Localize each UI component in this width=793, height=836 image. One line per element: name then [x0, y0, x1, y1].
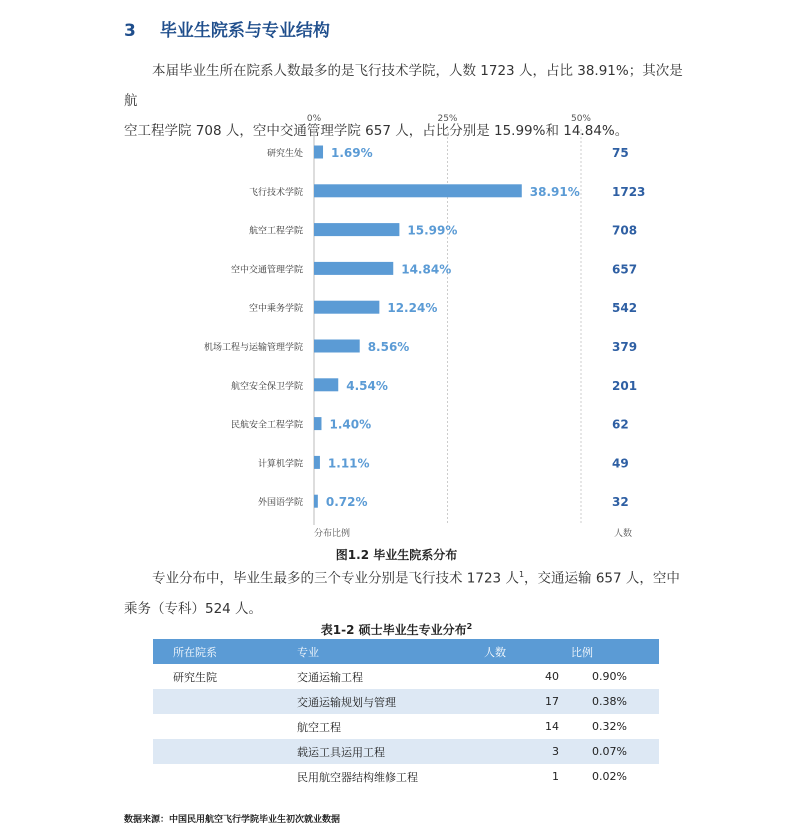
footnote-ref-2: 2 — [466, 622, 473, 631]
category-label: 计算机学院 — [257, 459, 303, 470]
bar-value-label: 38.91% — [529, 184, 580, 199]
table-row — [153, 689, 659, 714]
data-source-note: 数据来源：中国民用航空飞行学院毕业生初次就业数据 — [124, 815, 341, 825]
count-axis-title: 人数 — [614, 529, 633, 539]
bar-value-label: 1.11% — [327, 456, 370, 471]
count-label: 1723 — [612, 184, 646, 199]
x-axis-title: 分布比例 — [314, 529, 351, 539]
bar — [314, 495, 318, 508]
intro-line-1: 本届毕业生所在院系人数最多的是飞行技术学院，人数 1723 人，占比 38.91%；其次是航 — [124, 63, 683, 109]
cell-major: 航空工程 — [297, 720, 341, 734]
figure-caption: 图1.2 毕业生院系分布 — [335, 548, 458, 562]
cell-count: 1 — [552, 770, 559, 783]
bar-value-label: 8.56% — [367, 340, 410, 354]
cell-major: 民用航空器结构维修工程 — [297, 770, 418, 784]
category-label: 航空安全保卫学院 — [230, 381, 303, 392]
cell-count: 17 — [478, 689, 565, 714]
bar-value-label: 12.24% — [387, 301, 438, 316]
cell-ratio: 0.07% — [565, 739, 659, 764]
major-distribution-table — [153, 639, 659, 789]
table-header-row — [153, 639, 659, 664]
count-label: 542 — [612, 301, 638, 316]
cell-ratio: 0.02% — [592, 770, 627, 783]
bar — [314, 378, 338, 391]
count-label: 75 — [612, 146, 629, 160]
bar — [314, 184, 522, 197]
cell-count: 14 — [545, 720, 559, 733]
category-label: 外国语学院 — [257, 498, 303, 509]
major-paragraph — [124, 560, 696, 624]
header-major: 专业 — [291, 639, 478, 664]
x-tick-label: 50% — [570, 114, 592, 124]
category-label: 飞行技术学院 — [248, 187, 303, 198]
category-label: 机场工程与运输管理学院 — [203, 343, 303, 353]
count-label: 657 — [612, 262, 638, 277]
header-ratio: 比例 — [565, 639, 659, 664]
count-label: 62 — [612, 417, 629, 432]
cell-major: 交通运输规划与管理 — [291, 689, 478, 714]
bar — [314, 146, 323, 159]
footnote-ref-1: 1 — [518, 570, 525, 579]
x-tick-label: 25% — [437, 114, 458, 124]
cell-dept — [153, 739, 291, 764]
category-label: 航空工程学院 — [248, 226, 303, 237]
bar — [314, 456, 320, 469]
category-label: 空中乘务学院 — [248, 304, 303, 315]
bar — [314, 301, 379, 314]
section-number: 3 — [124, 21, 136, 41]
cell-dept — [153, 689, 291, 714]
major-line-1a: 专业分布中，毕业生最多的三个专业分别是飞行技术 1723 人 — [152, 570, 519, 587]
bar-value-label: 4.54% — [346, 378, 388, 393]
major-line-2: 乘务（专科）524 人。 — [124, 600, 263, 617]
category-label: 研究生处 — [266, 149, 303, 159]
count-label: 32 — [612, 495, 629, 510]
table-row — [153, 739, 659, 764]
cell-dept — [153, 714, 291, 739]
cell-ratio: 0.32% — [592, 720, 627, 733]
category-label: 民航安全工程学院 — [230, 420, 303, 431]
cell-ratio: 0.38% — [565, 689, 659, 714]
department-distribution-chart — [0, 105, 793, 545]
category-label: 空中交通管理学院 — [230, 265, 303, 276]
section-title: 毕业生院系与专业结构 — [159, 21, 330, 41]
bar — [314, 417, 321, 430]
table-row — [153, 714, 659, 739]
header-count: 人数 — [478, 639, 565, 664]
intro-line-2: 空工程学院 708 人，空中交通管理学院 657 人，占比分别是 15.99%和 14.84%。 — [124, 123, 629, 139]
table-row — [153, 664, 659, 689]
bar — [314, 340, 360, 353]
bar-value-label: 14.84% — [401, 262, 452, 277]
count-label: 708 — [612, 223, 638, 238]
cell-count: 3 — [478, 739, 565, 764]
table-caption — [0, 621, 793, 638]
bar-value-label: 0.72% — [325, 495, 368, 510]
section-heading — [124, 16, 330, 41]
x-tick-label: 0% — [306, 114, 322, 124]
major-line-1b: ，交通运输 657 人，空中 — [524, 570, 680, 587]
bar-value-label: 1.40% — [329, 417, 372, 432]
cell-major: 载运工具运用工程 — [291, 739, 478, 764]
cell-dept: 研究生院 — [173, 670, 217, 684]
bar — [314, 223, 399, 236]
table-caption-text: 表1-2 硕士毕业生专业分布 — [320, 623, 467, 637]
cell-count: 40 — [545, 670, 559, 683]
cell-major: 交通运输工程 — [297, 670, 363, 684]
table-row — [153, 764, 659, 789]
count-label: 49 — [612, 456, 629, 471]
bar-value-label: 15.99% — [407, 223, 458, 238]
count-label: 201 — [612, 378, 638, 393]
count-label: 379 — [612, 340, 638, 354]
header-dept: 所在院系 — [153, 639, 291, 664]
cell-ratio: 0.90% — [592, 670, 627, 683]
bar-value-label: 1.69% — [331, 146, 373, 160]
bar — [314, 262, 393, 275]
cell-dept — [153, 764, 291, 789]
